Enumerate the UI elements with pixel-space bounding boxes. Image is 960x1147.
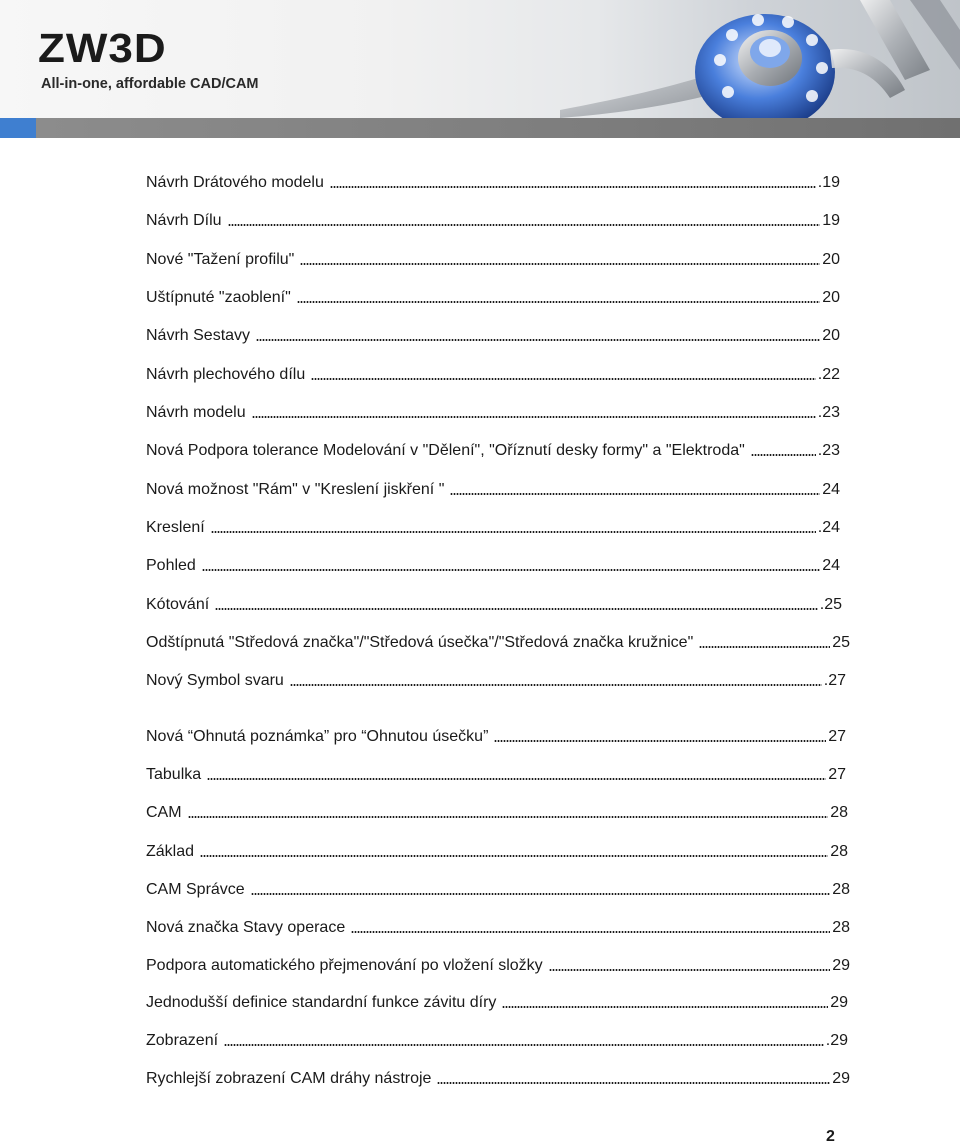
dot-leader	[494, 740, 826, 742]
toc-entry-page: 29	[832, 1070, 850, 1087]
toc-entry-page: 19	[822, 212, 840, 229]
logo-tagline: All-in-one, affordable CAD/CAM	[41, 76, 259, 92]
toc-entry-title: Návrh plechového dílu	[146, 366, 306, 383]
dot-leader	[202, 569, 820, 571]
toc-entry-page: 28	[830, 843, 848, 860]
toc-entry	[146, 287, 840, 309]
toc-entry-page: .19	[817, 174, 840, 191]
toc-entry-title: Nová “Ohnutá poznámka” pro “Ohnutou úsečku”	[146, 728, 489, 745]
toc-entry	[146, 210, 840, 232]
zw3d-logo: ZW3D	[38, 26, 167, 72]
dot-leader	[290, 684, 822, 686]
dot-leader	[188, 816, 829, 818]
toc-entry-page: 27	[828, 728, 846, 745]
toc-entry	[146, 879, 850, 901]
toc-entry-title: Odštípnutá "Středová značka"/"Středová úsečka"/"Středová značka kružnice"	[146, 634, 694, 651]
toc-entry	[146, 249, 840, 271]
toc-entry-page: .22	[817, 366, 840, 383]
toc-entry-title: Kótování	[146, 596, 210, 613]
toc-entry-page: 20	[822, 289, 840, 306]
dot-leader	[450, 493, 820, 495]
dot-leader	[297, 301, 820, 303]
toc-entry-page: 29	[830, 994, 848, 1011]
toc-entry	[146, 172, 840, 194]
dot-leader	[224, 1044, 824, 1046]
toc-entry	[146, 594, 842, 616]
toc-entry-page: .23	[817, 442, 840, 459]
toc-entry	[146, 955, 850, 977]
dot-leader	[256, 339, 820, 341]
toc-entry-page: .29	[825, 1032, 848, 1049]
dot-leader	[215, 608, 818, 610]
toc-entry	[146, 517, 840, 539]
toc-entry-title: CAM Správce	[146, 881, 245, 898]
dot-leader	[330, 186, 816, 188]
dot-leader	[228, 224, 821, 226]
dot-leader	[311, 378, 816, 380]
toc-entry-page: .25	[819, 596, 842, 613]
machine-part-illustration	[560, 0, 960, 118]
toc-entry-title: Kreslení	[146, 519, 205, 536]
header-banner	[0, 0, 960, 138]
toc-entry-page: 27	[828, 766, 846, 783]
toc-entry-title: Nové "Tažení profilu"	[146, 251, 295, 268]
page-number: 2	[826, 1128, 835, 1145]
toc-entry	[146, 479, 840, 501]
dot-leader	[251, 893, 831, 895]
dot-leader	[549, 969, 831, 971]
toc-entry	[146, 992, 848, 1014]
toc-entry-title: Zobrazení	[146, 1032, 219, 1049]
toc-entry	[146, 402, 840, 424]
toc-entry-title: Podpora automatického přejmenování po vložení složky	[146, 957, 543, 974]
toc-entry-title: Tabulka	[146, 766, 202, 783]
toc-entry-page: 24	[822, 557, 840, 574]
dot-leader	[699, 646, 830, 648]
toc-entry	[146, 325, 840, 347]
toc-entry-title: Základ	[146, 843, 195, 860]
dot-leader	[437, 1082, 830, 1084]
toc-entry-title: Rychlejší zobrazení CAM dráhy nástroje	[146, 1070, 432, 1087]
toc-entry	[146, 555, 840, 577]
toc-entry-title: Jednodušší definice standardní funkce závitu díry	[146, 994, 497, 1011]
toc-entry	[146, 726, 846, 748]
header-accent-bar	[0, 118, 36, 138]
dot-leader	[502, 1006, 828, 1008]
toc-entry-title: Pohled	[146, 557, 196, 574]
toc-entry-page: 29	[832, 957, 850, 974]
dot-leader	[351, 931, 830, 933]
toc-entry	[146, 764, 846, 786]
toc-entry-page: 28	[832, 881, 850, 898]
dot-leader	[207, 778, 826, 780]
toc-entry	[146, 802, 848, 824]
toc-entry-page: .24	[817, 519, 840, 536]
toc-entry-title: Nová značka Stavy operace	[146, 919, 346, 936]
toc-entry-page: 25	[832, 634, 850, 651]
toc-entry-title: Nový Symbol svaru	[146, 672, 284, 689]
dot-leader	[200, 855, 828, 857]
toc-entry-page: 28	[830, 804, 848, 821]
toc-entry-title: Návrh modelu	[146, 404, 246, 421]
header-grey-bar	[36, 118, 960, 138]
toc-entry	[146, 670, 846, 692]
toc-entry	[146, 917, 850, 939]
toc-entry-page: 20	[822, 327, 840, 344]
toc-entry-title: Návrh Dílu	[146, 212, 222, 229]
toc-entry	[146, 364, 840, 386]
toc-entry-title: CAM	[146, 804, 182, 821]
toc-entry	[146, 440, 840, 462]
toc-entry-page: .27	[823, 672, 846, 689]
toc-entry	[146, 1030, 848, 1052]
toc-entry-page: 24	[822, 481, 840, 498]
toc-entry-page: 28	[832, 919, 850, 936]
toc-entry-title: Uštípnuté "zaoblení"	[146, 289, 291, 306]
toc-entry-title: Návrh Drátového modelu	[146, 174, 324, 191]
toc-entry	[146, 632, 850, 654]
dot-leader	[252, 416, 816, 418]
toc-entry-page: 20	[822, 251, 840, 268]
dot-leader	[751, 454, 816, 456]
toc-entry-title: Nová Podpora tolerance Modelování v "Dělení", "Oříznutí desky formy" a "Elektroda"	[146, 442, 745, 459]
toc-entry-title: Nová možnost "Rám" v "Kreslení jiskření "	[146, 481, 445, 498]
toc-entry	[146, 1068, 850, 1090]
dot-leader	[211, 531, 816, 533]
dot-leader	[300, 263, 820, 265]
toc-entry-title: Návrh Sestavy	[146, 327, 251, 344]
toc-entry	[146, 841, 848, 863]
toc-entry-page: .23	[817, 404, 840, 421]
